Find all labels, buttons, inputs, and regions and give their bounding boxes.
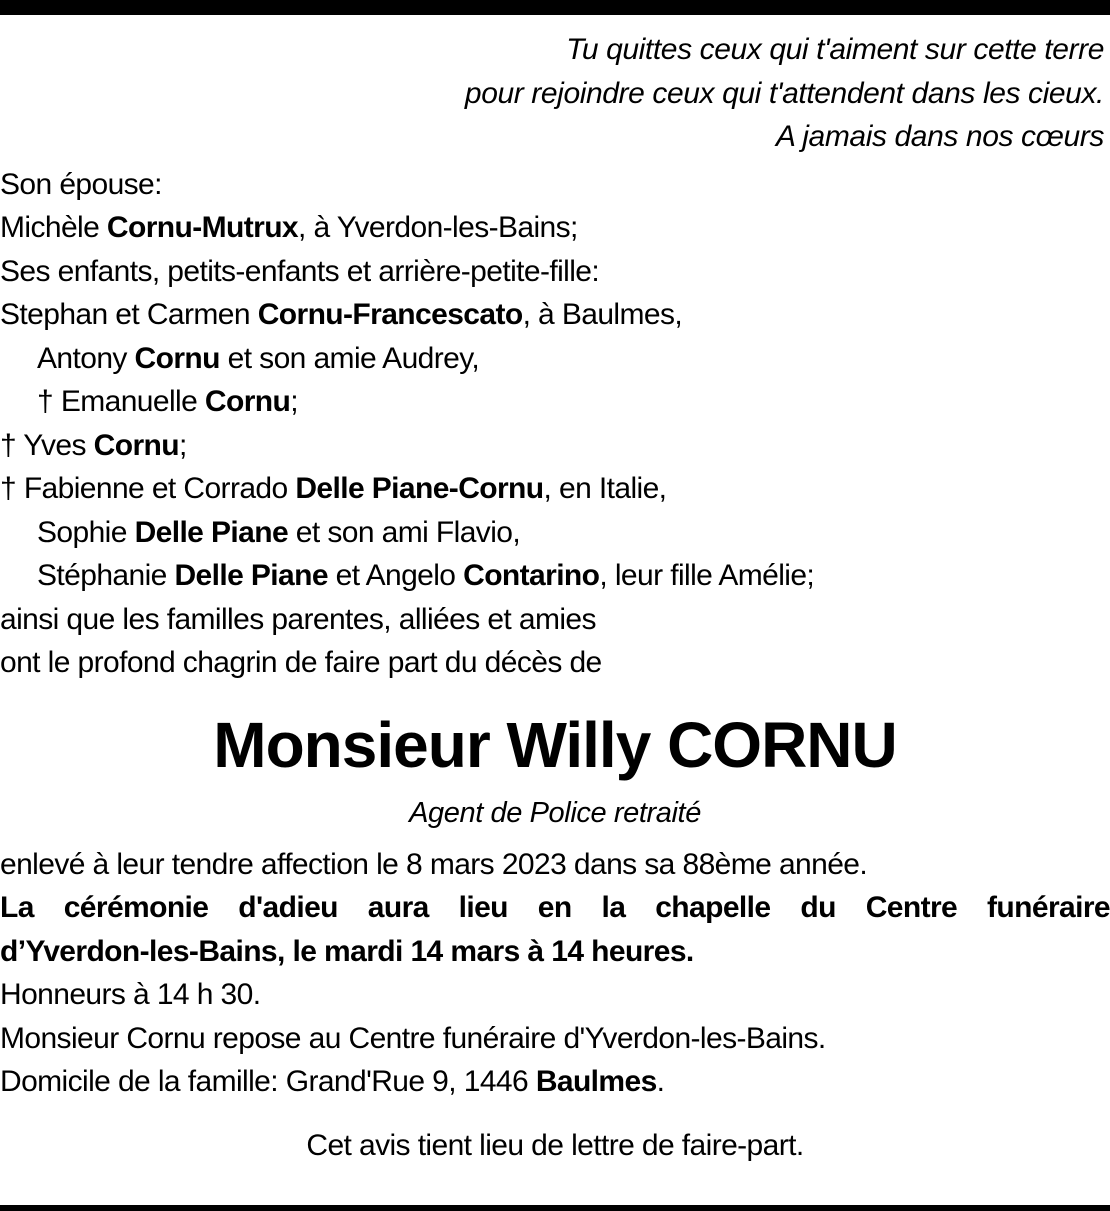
family-member-spouse [0, 206, 1110, 250]
verse-line: A jamais dans nos cœurs [775, 120, 1104, 153]
member-rest: et son amie Audrey, [219, 341, 480, 375]
family-member-child [0, 424, 1110, 468]
member-rest: , en Italie, [543, 472, 667, 505]
member-mid: et Angelo [327, 559, 464, 592]
member-first: Sophie [37, 515, 135, 549]
member-first: † Fabienne et Corrado [0, 472, 296, 505]
deceased-occupation: Agent de Police retraité [409, 796, 701, 829]
family-member-grandchild [0, 554, 1110, 598]
obituary-notice [0, 28, 1110, 1167]
member-first: Antony [37, 341, 135, 375]
member-surname: Delle Piane-Cornu [295, 472, 544, 505]
family-member-grandchild [0, 337, 1110, 381]
bottom-border [0, 1205, 1110, 1211]
ceremony-details [0, 843, 1110, 1104]
member-surname: Cornu [204, 385, 291, 418]
address-town: Baulmes [535, 1065, 657, 1098]
member-surname: Contarino [463, 559, 600, 592]
member-rest: , leur fille Amélie; [599, 559, 815, 592]
member-rest: ; [290, 385, 298, 418]
spouse-heading: Son épouse: [0, 167, 162, 201]
family-member-child [0, 467, 1110, 511]
passing-line: enlevé à leur tendre affection le 8 mars 2023 dans sa 88ème année. [0, 847, 868, 881]
member-first: † Emanuelle [37, 385, 205, 418]
member-rest: , à Baulmes, [522, 298, 683, 331]
family-member-grandchild [0, 511, 1110, 555]
honours-line: Honneurs à 14 h 30. [0, 978, 261, 1011]
member-first: Michèle [0, 211, 107, 244]
member-surname: Cornu-Francescato [257, 298, 523, 331]
member-surname: Delle Piane [134, 515, 289, 549]
member-surname: Cornu [134, 341, 220, 375]
children-heading: Ses enfants, petits-enfants et arrière-petite-fille: [0, 254, 600, 288]
member-first: † Yves [0, 428, 94, 462]
verse-line: Tu quittes ceux qui t'aiment sur cette terre [566, 33, 1104, 66]
relatives-line: ainsi que les familles parentes, alliées et amies [0, 602, 596, 636]
ceremony-line: La cérémonie d'adieu aura lieu en la chapelle du Centre funéraire [0, 891, 1110, 924]
member-surname: Cornu-Mutrux [106, 211, 299, 244]
address-suffix: . [656, 1065, 665, 1098]
member-surname: Delle Piane [174, 559, 328, 592]
address-prefix: Domicile de la famille: Grand'Rue 9, 1446 [0, 1065, 536, 1098]
footer-note: Cet avis tient lieu de lettre de faire-part. [306, 1128, 804, 1162]
family-list [0, 163, 1110, 685]
rests-line: Monsieur Cornu repose au Centre funéraire d'Yverdon-les-Bains. [0, 1021, 826, 1055]
member-rest: ; [178, 428, 187, 462]
home-address [0, 1060, 1110, 1104]
family-member-grandchild [0, 380, 1110, 424]
member-rest: , à Yverdon-les-Bains; [298, 211, 578, 244]
deceased-name: Monsieur Willy CORNU [213, 708, 897, 781]
member-first: Stephan et Carmen [0, 298, 258, 331]
verse-line: pour rejoindre ceux qui t'attendent dans les cieux. [464, 76, 1104, 110]
member-rest: et son ami Flavio, [288, 515, 521, 549]
member-first: Stéphanie [37, 559, 175, 592]
verse [0, 28, 1110, 159]
top-border [0, 0, 1110, 15]
family-member-child [0, 293, 1110, 337]
ceremony-line: d’Yverdon-les-Bains, le mardi 14 mars à 14 heures. [0, 934, 694, 968]
announcement-line: ont le profond chagrin de faire part du décès de [0, 646, 602, 679]
member-surname: Cornu [93, 428, 179, 462]
